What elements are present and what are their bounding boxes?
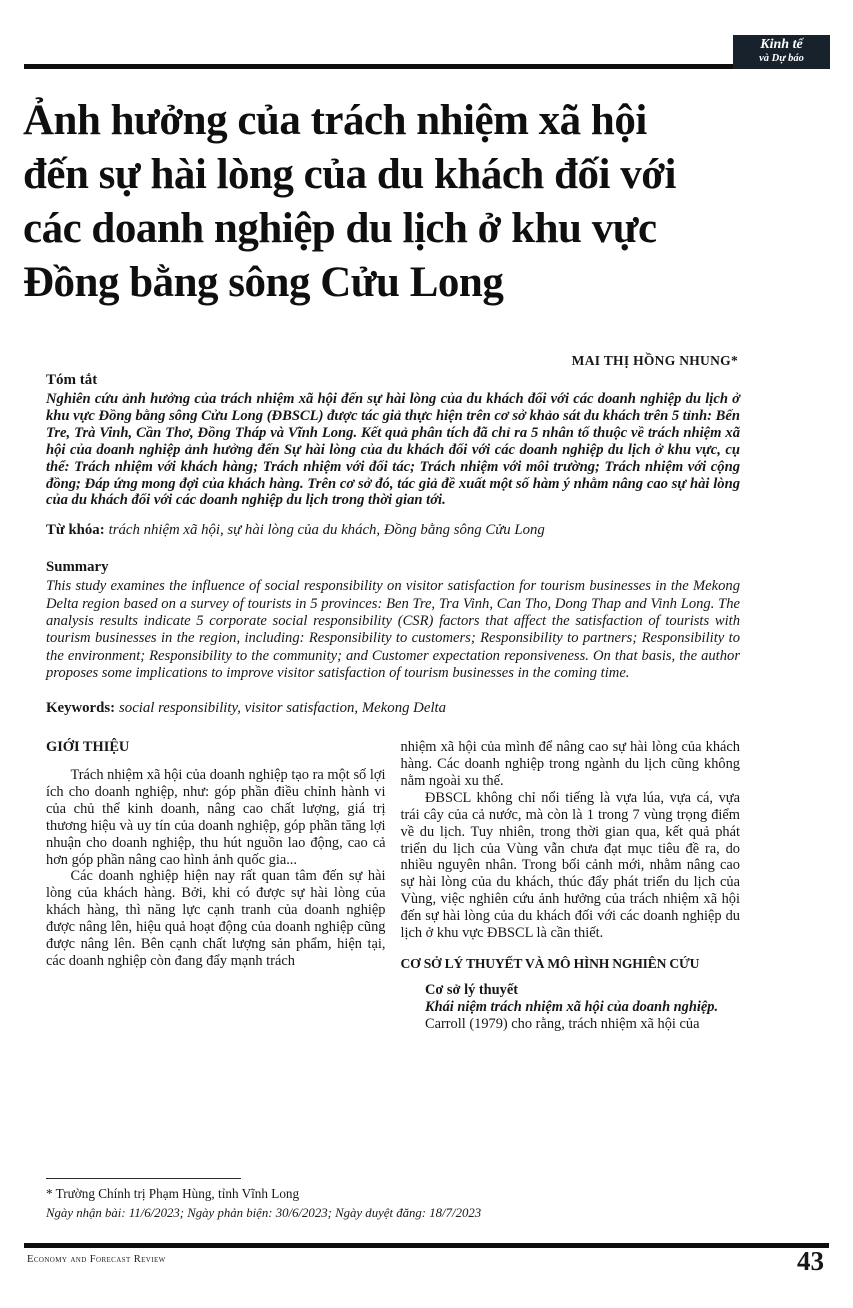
section-heading-intro: GIỚI THIỆU: [46, 739, 130, 756]
summary-heading-en: Summary: [46, 559, 109, 576]
journal-logo: [733, 35, 830, 69]
journal-logo-line1: Kinh tế: [760, 37, 803, 52]
author-affiliation: * Trường Chính trị Phạm Hùng, tỉnh Vĩnh Long: [46, 1186, 300, 1201]
keywords-vi-text: trách nhiệm xã hội, sự hài lòng của du khách, Đồng bằng sông Cửu Long: [108, 522, 545, 539]
definition-heading-csr: Khái niệm trách nhiệm xã hội của doanh nghiệp.: [424, 998, 719, 1015]
journal-logo-line2: và Dự báo: [759, 53, 804, 64]
article-title: [23, 94, 676, 310]
keywords-en: [46, 700, 740, 717]
two-column-body: [46, 739, 740, 1033]
author-name: MAI THỊ HỒNG NHUNG*: [571, 353, 738, 368]
left-column: [46, 739, 386, 1033]
bottom-divider-rule: [24, 1243, 829, 1248]
footnote-separator-rule: [46, 1178, 241, 1179]
keywords-en-label: Keywords:: [46, 700, 116, 717]
body-paragraph: nhiệm xã hội của mình để nâng cao sự hài lòng của khách hàng. Các doanh nghiệp trong ngành du lịch cũng không nằm ngoài xu thế.: [400, 739, 740, 789]
body-paragraph: Trách nhiệm xã hội của doanh nghiệp tạo ra một số lợi ích cho doanh nghiệp, như: góp phần điều chỉnh hành vi của chủ thể kinh doanh, nâng cao chất lượng, giá trị thương hiệu và uy tín của doanh nghiệp, góp phần tăng lợi nhuận cho doanh nghiệp, thu hút nguồn lao động, cao cả hơn góp phần nâng cao hình ảnh quốc gia...: [46, 767, 386, 868]
keywords-vi: [46, 522, 740, 539]
abstract-body-vi: Nghiên cứu ảnh hưởng của trách nhiệm xã hội đến sự hài lòng của du khách đối với các doanh nghiệp du lịch ở khu vực Đồng bằng sông Cửu Long (ĐBSCL) được tác giả thực hiện trên cơ sở khảo sát du khách trên 5 tỉnh: Bến Tre, Trà Vinh, Cần Thơ, Đồng Tháp và Vĩnh Long. Kết quả phân tích đã chỉ ra 5 nhân tố thuộc về trách nhiệm xã hội của doanh nghiệp ảnh hưởng đến Sự hài lòng của du khách đối với các doanh nghiệp du lịch ở khu vực, cụ thể: Trách nhiệm với khách hàng; Trách nhiệm với đối tác; Trách nhiệm với môi trường; Trách nhiệm với cộng đồng; Đáp ứng mong đợi của khách hàng. Trên cơ sở đó, tác giả đề xuất một số hàm ý nhằm nâng cao sự hài lòng của du khách đối với các doanh nghiệp du lịch trong thời gian tới.: [46, 391, 740, 509]
body-paragraph: Các doanh nghiệp hiện nay rất quan tâm đến sự hài lòng của khách hàng. Bởi, khi có được sự hài lòng của khách hàng, thì năng lực cạnh tranh của doanh nghiệp được nâng lên, hiệu quả hoạt động của doanh nghiệp cũng được nâng lên. Bên cạnh chất lượng sản phẩm, hiện tại, các doanh nghiệp còn đang đẩy mạnh trách: [46, 868, 386, 969]
subsection-heading-theory-basis: Cơ sở lý thuyết: [424, 981, 519, 998]
body-paragraph: ĐBSCL không chỉ nổi tiếng là vựa lúa, vựa cá, vựa trái cây của cả nước, mà còn là 1 trong 7 vùng trọng điểm về du lịch. Tuy nhiên, trong thời gian qua, kết quả phát triển du lịch của Vùng vẫn chưa đạt mục tiêu đề ra, do nhiều nguyên nhân. Trong bối cảnh mới, nhằm nâng cao sự hài lòng của du khách, thúc đẩy phát triển du lịch của Vùng, việc nghiên cứu ảnh hưởng của trách nhiệm xã hội đến sự hài lòng của du khách đối với các doanh nghiệp du lịch ở khu vực ĐBSCL là cần thiết.: [400, 789, 740, 942]
article-body: [46, 372, 740, 1033]
body-paragraph: Carroll (1979) cho rằng, trách nhiệm xã hội của: [424, 1015, 700, 1032]
top-divider-rule: [24, 64, 829, 69]
journal-name-footer: Economy and Forecast Review: [27, 1254, 166, 1265]
summary-body-en: This study examines the influence of social responsibility on visitor satisfaction for tourism businesses in the Mekong Delta region based on a survey of tourists in 5 provinces: Ben Tre, Tra Vinh, Can Tho, Dong Thap and Vinh Long. The analysis results indicate 5 corporate social responsibility (CSR) factors that affect the satisfaction of tourists with tourism businesses in the region, including: Responsibility to customers; Responsibility to partners; Responsibility to the environment; Responsibility to the community; and Customer expectation reponsiveness. On that basis, the author proposes some implications to improve visitor satisfaction of tourism businesses in the coming time.: [46, 578, 740, 681]
manuscript-dates: Ngày nhận bài: 11/6/2023; Ngày phản biện: 30/6/2023; Ngày duyệt đăng: 18/7/2023: [46, 1206, 482, 1220]
right-column: [401, 739, 741, 1033]
footnote-block: [46, 1178, 686, 1221]
keywords-vi-label: Từ khóa:: [46, 522, 105, 539]
abstract-heading-vi: Tóm tắt: [46, 372, 98, 388]
title-line-3: các doanh nghiệp du lịch ở khu vực: [23, 205, 657, 252]
page-number: 43: [797, 1246, 824, 1276]
title-line-2: đến sự hài lòng của du khách đối với: [23, 151, 676, 198]
title-line-4: Đồng bằng sông Cửu Long: [23, 259, 504, 306]
title-line-1: Ảnh hưởng của trách nhiệm xã hội: [23, 97, 647, 144]
keywords-en-text: social responsibility, visitor satisfaction, Mekong Delta: [119, 700, 447, 717]
section-heading-theory: CƠ SỞ LÝ THUYẾT VÀ MÔ HÌNH NGHIÊN CỨU: [400, 956, 700, 971]
